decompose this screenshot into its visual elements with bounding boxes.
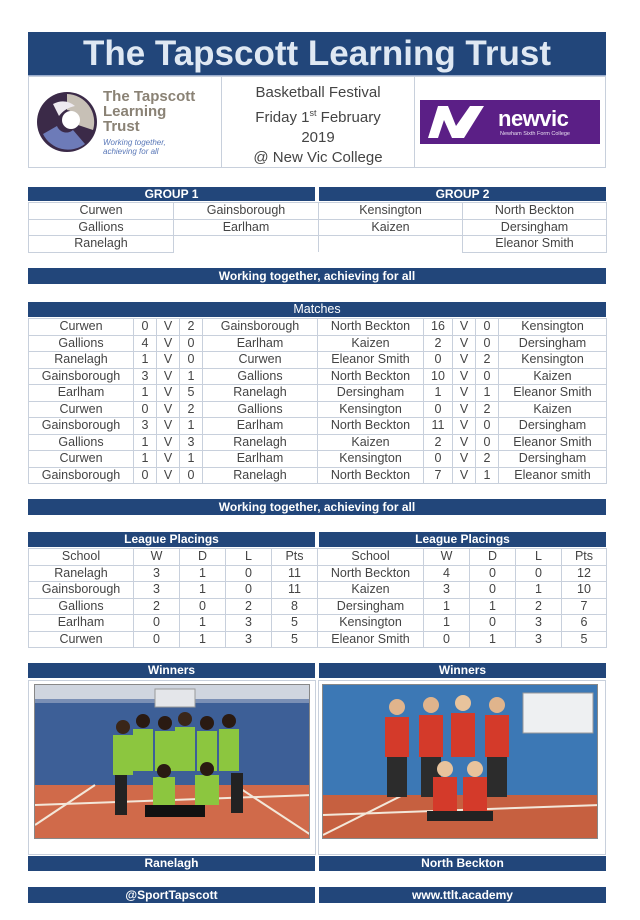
match-cell: 1	[134, 451, 157, 468]
match-cell: V	[157, 385, 180, 402]
winner-left-team: Ranelagh	[28, 856, 315, 871]
league-cell: 0	[470, 615, 516, 632]
match-cell: 0	[476, 434, 499, 451]
match-cell: Ranelagh	[203, 434, 318, 451]
event-date: Friday 1st February	[255, 108, 381, 126]
match-cell: 2	[476, 401, 499, 418]
match-cell: North Beckton	[318, 467, 424, 484]
league-cell: 3	[134, 582, 180, 599]
match-cell: Dersingham	[318, 385, 424, 402]
group-team-cell: Dersingham	[463, 219, 607, 236]
league-cell: 4	[424, 565, 470, 582]
league-row	[29, 615, 607, 632]
match-cell: Gainsborough	[29, 467, 134, 484]
newvic-name: newvic	[498, 106, 569, 131]
match-cell: 0	[424, 352, 453, 369]
league-cell: 5	[272, 615, 318, 632]
match-cell: V	[157, 434, 180, 451]
league-cell: 10	[562, 582, 607, 599]
match-cell: Gallions	[29, 335, 134, 352]
league-column-header: D	[180, 549, 226, 566]
logo-tagline-line2: achieving for all	[103, 146, 159, 156]
match-cell: 2	[180, 319, 203, 336]
match-row	[29, 335, 607, 352]
match-row	[29, 418, 607, 435]
league-cell: 1	[424, 615, 470, 632]
website-link[interactable]: www.ttlt.academy	[319, 887, 606, 903]
north-beckton-team-photo	[322, 684, 598, 839]
league-cell: 2	[134, 598, 180, 615]
league-row	[29, 565, 607, 582]
match-cell: Curwen	[203, 352, 318, 369]
match-row	[29, 401, 607, 418]
league-column-header: L	[516, 549, 562, 566]
match-cell: Kensington	[318, 401, 424, 418]
league-cell: 6	[562, 615, 607, 632]
league-column-header: W	[134, 549, 180, 566]
match-cell: Kensington	[318, 451, 424, 468]
group-team-cell: Gainsborough	[174, 203, 319, 220]
league-cell: 5	[272, 631, 318, 648]
league-row	[29, 631, 607, 648]
match-cell: 0	[476, 319, 499, 336]
match-cell: V	[453, 385, 476, 402]
match-cell: V	[157, 352, 180, 369]
league-cell: 0	[470, 565, 516, 582]
logo-name-line1: The Tapscott	[103, 87, 196, 105]
match-cell: 2	[180, 401, 203, 418]
league-column-header: Pts	[562, 549, 607, 566]
league-cell: North Beckton	[318, 565, 424, 582]
group1-label: GROUP 1	[28, 187, 315, 201]
match-cell: North Beckton	[318, 368, 424, 385]
match-cell: Kaizen	[318, 335, 424, 352]
match-cell: Eleanor Smith	[318, 352, 424, 369]
league-header	[28, 532, 606, 547]
match-cell: 2	[476, 352, 499, 369]
match-cell: Gallions	[29, 434, 134, 451]
twitter-handle[interactable]: @SportTapscott	[28, 887, 315, 903]
match-cell: Earlham	[203, 335, 318, 352]
event-name: Basketball Festival	[255, 84, 381, 101]
match-row	[29, 385, 607, 402]
league-cell: 3	[424, 582, 470, 599]
league-cell: Earlham	[29, 615, 134, 632]
group-team-cell	[174, 236, 319, 253]
league-cell: 1	[470, 631, 516, 648]
match-cell: 11	[424, 418, 453, 435]
league-cell: Gallions	[29, 598, 134, 615]
league-column-header: Pts	[272, 549, 318, 566]
match-cell: Gainsborough	[203, 319, 318, 336]
league-cell: 0	[226, 565, 272, 582]
match-cell: V	[453, 451, 476, 468]
league-cell: Ranelagh	[29, 565, 134, 582]
match-cell: 0	[476, 335, 499, 352]
league-column-header: L	[226, 549, 272, 566]
ranelagh-team-photo	[34, 684, 310, 839]
group-row	[29, 203, 607, 220]
match-cell: 1	[180, 451, 203, 468]
match-cell: V	[453, 418, 476, 435]
group2-label: GROUP 2	[319, 187, 606, 201]
league-cell: 2	[516, 598, 562, 615]
groups-table	[28, 202, 607, 253]
league-cell: 2	[226, 598, 272, 615]
match-cell: Earlham	[203, 451, 318, 468]
match-cell: 1	[424, 385, 453, 402]
logo-tagline-line1: Working together,	[103, 137, 166, 147]
match-cell: 1	[180, 418, 203, 435]
match-cell: 5	[180, 385, 203, 402]
match-cell: V	[157, 368, 180, 385]
match-cell: 2	[424, 434, 453, 451]
page-title: The Tapscott Learning Trust	[28, 32, 606, 76]
league-cell: Kaizen	[318, 582, 424, 599]
match-cell: V	[453, 401, 476, 418]
match-row	[29, 319, 607, 336]
match-cell: V	[453, 434, 476, 451]
match-cell: V	[157, 335, 180, 352]
match-cell: 0	[134, 319, 157, 336]
match-cell: North Beckton	[318, 319, 424, 336]
match-row	[29, 434, 607, 451]
logo-name-line2: Learning	[103, 102, 167, 120]
match-cell: Eleanor Smith	[499, 385, 607, 402]
match-cell: 1	[476, 467, 499, 484]
match-cell: V	[453, 319, 476, 336]
match-row	[29, 352, 607, 369]
league-header-row	[29, 549, 607, 566]
match-cell: Ranelagh	[203, 385, 318, 402]
match-cell: 0	[180, 352, 203, 369]
league-row	[29, 582, 607, 599]
match-cell: 3	[180, 434, 203, 451]
footer-bar	[28, 887, 606, 903]
match-cell: Kaizen	[499, 401, 607, 418]
match-cell: V	[453, 368, 476, 385]
league-cell: Dersingham	[318, 598, 424, 615]
winners-right-label: Winners	[319, 663, 606, 678]
league-cell: 0	[470, 582, 516, 599]
match-cell: 3	[134, 418, 157, 435]
match-cell: Curwen	[29, 401, 134, 418]
match-cell: 1	[134, 434, 157, 451]
league-cell: 0	[226, 582, 272, 599]
league-cell: 3	[516, 631, 562, 648]
league-cell: 1	[516, 582, 562, 599]
match-cell: 0	[424, 401, 453, 418]
league-cell: 0	[134, 615, 180, 632]
match-cell: V	[453, 352, 476, 369]
tapscott-logo	[29, 77, 222, 167]
motto-bar-2: Working together, achieving for all	[28, 499, 606, 515]
league-cell: 3	[134, 565, 180, 582]
match-cell: Earlham	[203, 418, 318, 435]
logo-name-line3: Trust	[103, 117, 140, 135]
group-team-cell: Kaizen	[319, 219, 463, 236]
match-cell: 1	[180, 368, 203, 385]
match-cell: 0	[134, 467, 157, 484]
match-cell: V	[453, 467, 476, 484]
group-team-cell: Gallions	[29, 219, 174, 236]
header-box	[28, 76, 606, 168]
match-cell: 0	[476, 368, 499, 385]
league-cell: 1	[180, 565, 226, 582]
match-cell: Eleanor smith	[499, 467, 607, 484]
league-cell: 12	[562, 565, 607, 582]
league-right-label: League Placings	[319, 532, 606, 547]
group-team-cell: Curwen	[29, 203, 174, 220]
matches-header: Matches	[28, 302, 606, 317]
motto-bar: Working together, achieving for all	[28, 268, 606, 284]
match-cell: Kensington	[499, 319, 607, 336]
match-cell: Dersingham	[499, 418, 607, 435]
group-team-cell: Ranelagh	[29, 236, 174, 253]
match-cell: 0	[180, 467, 203, 484]
event-year: 2019	[301, 129, 335, 146]
match-cell: 0	[134, 401, 157, 418]
league-cell: 8	[272, 598, 318, 615]
match-cell: V	[157, 451, 180, 468]
match-cell: 2	[476, 451, 499, 468]
match-cell: Curwen	[29, 319, 134, 336]
newvic-mark-icon	[424, 100, 494, 144]
league-cell: 5	[562, 631, 607, 648]
group-team-cell: Eleanor Smith	[463, 236, 607, 253]
league-cell: 3	[516, 615, 562, 632]
match-cell: Curwen	[29, 451, 134, 468]
league-cell: 3	[226, 631, 272, 648]
match-cell: V	[157, 418, 180, 435]
match-cell: 4	[134, 335, 157, 352]
tapscott-swirl-icon	[35, 90, 99, 154]
league-column-header: School	[318, 549, 424, 566]
group-team-cell	[319, 236, 463, 253]
match-cell: 1	[476, 385, 499, 402]
group-team-cell: Earlham	[174, 219, 319, 236]
match-cell: Gallions	[203, 368, 318, 385]
match-cell: Ranelagh	[29, 352, 134, 369]
league-cell: 0	[180, 598, 226, 615]
match-cell: Kensington	[499, 352, 607, 369]
league-cell: 3	[226, 615, 272, 632]
match-cell: 3	[134, 368, 157, 385]
groups-header	[28, 187, 606, 201]
match-cell: V	[453, 335, 476, 352]
match-cell: Gallions	[203, 401, 318, 418]
league-row	[29, 598, 607, 615]
match-cell: Ranelagh	[203, 467, 318, 484]
league-cell: Gainsborough	[29, 582, 134, 599]
group-team-cell: Kensington	[319, 203, 463, 220]
league-cell: Eleanor Smith	[318, 631, 424, 648]
match-cell: 16	[424, 319, 453, 336]
match-cell: Kaizen	[318, 434, 424, 451]
match-cell: Gainsborough	[29, 368, 134, 385]
match-cell: Gainsborough	[29, 418, 134, 435]
match-cell: 0	[424, 451, 453, 468]
league-cell: 11	[272, 582, 318, 599]
league-left-label: League Placings	[28, 532, 315, 547]
group-team-cell: North Beckton	[463, 203, 607, 220]
match-cell: 7	[424, 467, 453, 484]
group-row	[29, 236, 607, 253]
league-cell: 0	[424, 631, 470, 648]
match-cell: 0	[180, 335, 203, 352]
match-cell: V	[157, 319, 180, 336]
match-cell: Dersingham	[499, 335, 607, 352]
league-cell: 11	[272, 565, 318, 582]
winner-right-team: North Beckton	[319, 856, 606, 871]
league-cell: Curwen	[29, 631, 134, 648]
winners-header	[28, 663, 606, 678]
matches-table	[28, 318, 607, 484]
league-cell: 1	[470, 598, 516, 615]
league-cell: 1	[180, 582, 226, 599]
newvic-subtitle: Newham Sixth Form College	[500, 131, 570, 137]
match-cell: Dersingham	[499, 451, 607, 468]
league-cell: 1	[180, 631, 226, 648]
match-cell: Eleanor Smith	[499, 434, 607, 451]
match-cell: North Beckton	[318, 418, 424, 435]
league-cell: 0	[134, 631, 180, 648]
match-row	[29, 467, 607, 484]
match-cell: 10	[424, 368, 453, 385]
match-cell: 1	[134, 352, 157, 369]
league-column-header: School	[29, 549, 134, 566]
event-venue: @ New Vic College	[253, 149, 383, 166]
match-cell: 0	[476, 418, 499, 435]
league-cell: Kensington	[318, 615, 424, 632]
league-cell: 7	[562, 598, 607, 615]
winners-team-bar	[28, 856, 606, 871]
league-column-header: D	[470, 549, 516, 566]
league-cell: 1	[180, 615, 226, 632]
match-cell: Kaizen	[499, 368, 607, 385]
league-table	[28, 548, 607, 648]
match-cell: 2	[424, 335, 453, 352]
match-row	[29, 368, 607, 385]
league-column-header: W	[424, 549, 470, 566]
league-cell: 0	[516, 565, 562, 582]
winners-left-label: Winners	[28, 663, 315, 678]
newvic-logo	[415, 77, 605, 167]
league-cell: 1	[424, 598, 470, 615]
match-cell: 1	[134, 385, 157, 402]
match-cell: V	[157, 401, 180, 418]
match-row	[29, 451, 607, 468]
match-cell: V	[157, 467, 180, 484]
event-info	[222, 77, 415, 167]
group-row	[29, 219, 607, 236]
match-cell: Earlham	[29, 385, 134, 402]
